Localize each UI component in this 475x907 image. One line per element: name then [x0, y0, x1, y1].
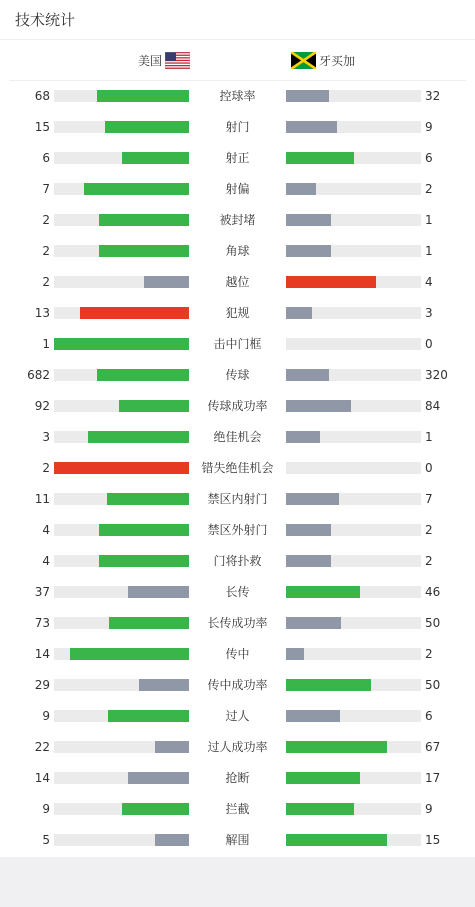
home-bar-fill	[122, 803, 190, 815]
home-bar-track	[54, 586, 189, 598]
home-bar-track	[54, 648, 189, 660]
away-stat-value: 6	[425, 709, 433, 723]
home-stat-value: 4	[42, 523, 50, 537]
away-stat-value: 1	[425, 213, 433, 227]
away-stat-value: 6	[425, 151, 433, 165]
stat-row	[0, 577, 475, 608]
away-bar-track	[286, 710, 421, 722]
away-bar-fill	[286, 369, 329, 381]
home-bar-track	[54, 307, 189, 319]
home-bar-track	[54, 152, 189, 164]
stat-row	[0, 205, 475, 236]
stat-row	[0, 236, 475, 267]
home-bar-track	[54, 772, 189, 784]
usa-flag-icon	[165, 52, 190, 69]
away-bar-track	[286, 679, 421, 691]
home-bar-track	[54, 617, 189, 629]
stat-row	[0, 608, 475, 639]
home-bar-fill	[139, 679, 189, 691]
stat-label: 长传成功率	[207, 616, 268, 630]
stat-row	[0, 360, 475, 391]
away-bar-fill	[286, 679, 371, 691]
away-stat-value: 67	[425, 740, 441, 754]
away-bar-track	[286, 431, 421, 443]
away-bar-fill	[286, 90, 329, 102]
away-bar-fill	[286, 183, 316, 195]
home-bar-track	[54, 431, 189, 443]
stat-label: 角球	[225, 244, 250, 258]
stat-label: 过人	[225, 709, 250, 723]
home-bar-fill	[155, 834, 189, 846]
home-bar-track	[54, 245, 189, 257]
away-bar-track	[286, 214, 421, 226]
away-team	[291, 40, 355, 80]
home-stat-value: 2	[42, 213, 50, 227]
away-bar-fill	[286, 121, 337, 133]
home-stat-value: 682	[27, 368, 50, 382]
stat-row	[0, 329, 475, 360]
home-bar-fill	[107, 493, 189, 505]
stat-label: 拦截	[225, 802, 250, 816]
home-bar-track	[54, 369, 189, 381]
stat-label: 控球率	[219, 89, 256, 103]
away-team-name: 牙买加	[319, 53, 356, 68]
home-bar-track	[54, 493, 189, 505]
stat-label: 传中	[225, 647, 250, 661]
stat-row	[0, 174, 475, 205]
home-stat-value: 9	[42, 709, 50, 723]
stat-row	[0, 143, 475, 174]
home-stat-value: 2	[42, 244, 50, 258]
away-bar-track	[286, 338, 421, 350]
home-bar-track	[54, 803, 189, 815]
stat-row	[0, 670, 475, 701]
away-stat-value: 0	[425, 461, 433, 475]
away-bar-track	[286, 121, 421, 133]
stat-row	[0, 515, 475, 546]
home-bar-fill	[108, 710, 189, 722]
away-bar-track	[286, 245, 421, 257]
stat-label: 越位	[225, 275, 250, 289]
home-bar-fill	[99, 245, 189, 257]
away-stat-value: 0	[425, 337, 433, 351]
stat-row	[0, 732, 475, 763]
home-bar-fill	[88, 431, 189, 443]
stat-row	[0, 484, 475, 515]
away-bar-fill	[286, 493, 339, 505]
away-bar-fill	[286, 710, 340, 722]
home-bar-track	[54, 710, 189, 722]
home-bar-fill	[122, 152, 190, 164]
home-stat-value: 5	[42, 833, 50, 847]
away-bar-track	[286, 152, 421, 164]
stat-label: 射门	[225, 120, 250, 134]
home-stat-value: 14	[34, 647, 50, 661]
stat-label: 过人成功率	[207, 740, 268, 754]
away-bar-fill	[286, 834, 387, 846]
away-bar-track	[286, 183, 421, 195]
away-bar-fill	[286, 152, 354, 164]
away-bar-track	[286, 617, 421, 629]
stat-label: 解围	[225, 833, 250, 847]
stat-label: 射偏	[225, 182, 250, 196]
home-stat-value: 68	[34, 89, 50, 103]
home-bar-track	[54, 679, 189, 691]
away-bar-fill	[286, 617, 341, 629]
away-bar-track	[286, 369, 421, 381]
away-bar-fill	[286, 555, 331, 567]
stat-row	[0, 701, 475, 732]
home-stat-value: 1	[42, 337, 50, 351]
home-bar-fill	[99, 214, 189, 226]
home-stat-value: 15	[34, 120, 50, 134]
away-stat-value: 2	[425, 182, 433, 196]
home-bar-fill	[99, 524, 189, 536]
home-bar-fill	[80, 307, 189, 319]
home-bar-track	[54, 555, 189, 567]
away-bar-track	[286, 524, 421, 536]
home-bar-fill	[97, 90, 189, 102]
home-bar-fill	[105, 121, 189, 133]
stat-label: 传中成功率	[207, 678, 268, 692]
home-bar-fill	[99, 555, 189, 567]
away-bar-track	[286, 741, 421, 753]
away-bar-track	[286, 834, 421, 846]
stat-row	[0, 763, 475, 794]
home-bar-fill	[119, 400, 189, 412]
away-stat-value: 4	[425, 275, 433, 289]
away-bar-fill	[286, 803, 354, 815]
away-bar-fill	[286, 431, 320, 443]
page-title: 技术统计	[0, 0, 475, 40]
away-bar-fill	[286, 276, 376, 288]
stat-row	[0, 546, 475, 577]
home-bar-track	[54, 183, 189, 195]
away-stat-value: 46	[425, 585, 441, 599]
away-bar-track	[286, 276, 421, 288]
home-bar-track	[54, 524, 189, 536]
home-stat-value: 2	[42, 275, 50, 289]
away-stat-value: 32	[425, 89, 441, 103]
home-bar-track	[54, 400, 189, 412]
away-stat-value: 2	[425, 554, 433, 568]
home-stat-value: 22	[34, 740, 50, 754]
away-bar-fill	[286, 741, 387, 753]
home-bar-track	[54, 121, 189, 133]
home-stat-value: 9	[42, 802, 50, 816]
away-stat-value: 15	[425, 833, 441, 847]
away-bar-track	[286, 90, 421, 102]
home-bar-fill	[109, 617, 189, 629]
away-stat-value: 50	[425, 678, 441, 692]
away-bar-fill	[286, 586, 360, 598]
home-bar-track	[54, 834, 189, 846]
home-bar-track	[54, 214, 189, 226]
stats-list	[0, 81, 475, 856]
away-stat-value: 1	[425, 244, 433, 258]
away-bar-track	[286, 400, 421, 412]
stat-label: 错失绝佳机会	[201, 461, 274, 475]
stat-row	[0, 81, 475, 112]
home-stat-value: 29	[34, 678, 50, 692]
stat-row	[0, 453, 475, 484]
home-stat-value: 4	[42, 554, 50, 568]
away-stat-value: 9	[425, 802, 433, 816]
home-stat-value: 13	[34, 306, 50, 320]
home-stat-value: 3	[42, 430, 50, 444]
away-bar-fill	[286, 648, 304, 660]
home-bar-track	[54, 462, 189, 474]
away-bar-track	[286, 462, 421, 474]
stat-label: 犯规	[225, 306, 250, 320]
home-bar-fill	[54, 338, 189, 350]
stat-label: 长传	[225, 585, 250, 599]
home-bar-fill	[128, 586, 189, 598]
home-stat-value: 14	[34, 771, 50, 785]
home-stat-value: 11	[34, 492, 50, 506]
home-stat-value: 37	[34, 585, 50, 599]
away-bar-track	[286, 307, 421, 319]
home-bar-fill	[144, 276, 189, 288]
jamaica-flag-icon	[291, 52, 316, 69]
away-bar-fill	[286, 307, 312, 319]
away-bar-fill	[286, 214, 331, 226]
away-stat-value: 2	[425, 647, 433, 661]
stat-label: 禁区内射门	[207, 492, 268, 506]
away-stat-value: 1	[425, 430, 433, 444]
away-bar-fill	[286, 772, 360, 784]
home-bar-fill	[128, 772, 189, 784]
stat-row	[0, 298, 475, 329]
stat-row	[0, 112, 475, 143]
home-bar-fill	[97, 369, 189, 381]
home-bar-track	[54, 276, 189, 288]
away-stat-value: 3	[425, 306, 433, 320]
stat-label: 击中门框	[213, 337, 262, 351]
stat-row	[0, 825, 475, 856]
stat-label: 传球成功率	[207, 399, 268, 413]
stat-label: 抢断	[225, 771, 250, 785]
stat-label: 被封堵	[219, 213, 256, 227]
away-stat-value: 2	[425, 523, 433, 537]
away-stat-value: 320	[425, 368, 448, 382]
home-team-name: 美国	[138, 53, 163, 68]
away-bar-track	[286, 555, 421, 567]
home-bar-track	[54, 90, 189, 102]
stat-label: 禁区外射门	[207, 523, 268, 537]
home-stat-value: 7	[42, 182, 50, 196]
away-bar-track	[286, 586, 421, 598]
away-bar-track	[286, 803, 421, 815]
home-bar-fill	[70, 648, 189, 660]
away-bar-fill	[286, 524, 331, 536]
home-bar-track	[54, 338, 189, 350]
stat-row	[0, 391, 475, 422]
away-stat-value: 50	[425, 616, 441, 630]
home-bar-track	[54, 741, 189, 753]
away-bar-fill	[286, 400, 351, 412]
away-stat-value: 84	[425, 399, 441, 413]
away-stat-value: 9	[425, 120, 433, 134]
home-team	[138, 40, 190, 80]
home-bar-fill	[155, 741, 189, 753]
home-stat-value: 73	[34, 616, 50, 630]
home-stat-value: 2	[42, 461, 50, 475]
stat-row	[0, 639, 475, 670]
away-bar-track	[286, 648, 421, 660]
teams-header	[9, 40, 466, 81]
stat-row	[0, 794, 475, 825]
away-stat-value: 17	[425, 771, 441, 785]
away-bar-track	[286, 493, 421, 505]
away-bar-track	[286, 772, 421, 784]
home-stat-value: 92	[34, 399, 50, 413]
stat-label: 传球	[225, 368, 250, 382]
stat-label: 射正	[225, 151, 250, 165]
stat-label: 绝佳机会	[213, 430, 262, 444]
home-stat-value: 6	[42, 151, 50, 165]
stat-row	[0, 422, 475, 453]
stat-label: 门将扑救	[213, 554, 262, 568]
away-stat-value: 7	[425, 492, 433, 506]
away-bar-fill	[286, 245, 331, 257]
stat-row	[0, 267, 475, 298]
home-bar-fill	[54, 462, 189, 474]
home-bar-fill	[84, 183, 189, 195]
